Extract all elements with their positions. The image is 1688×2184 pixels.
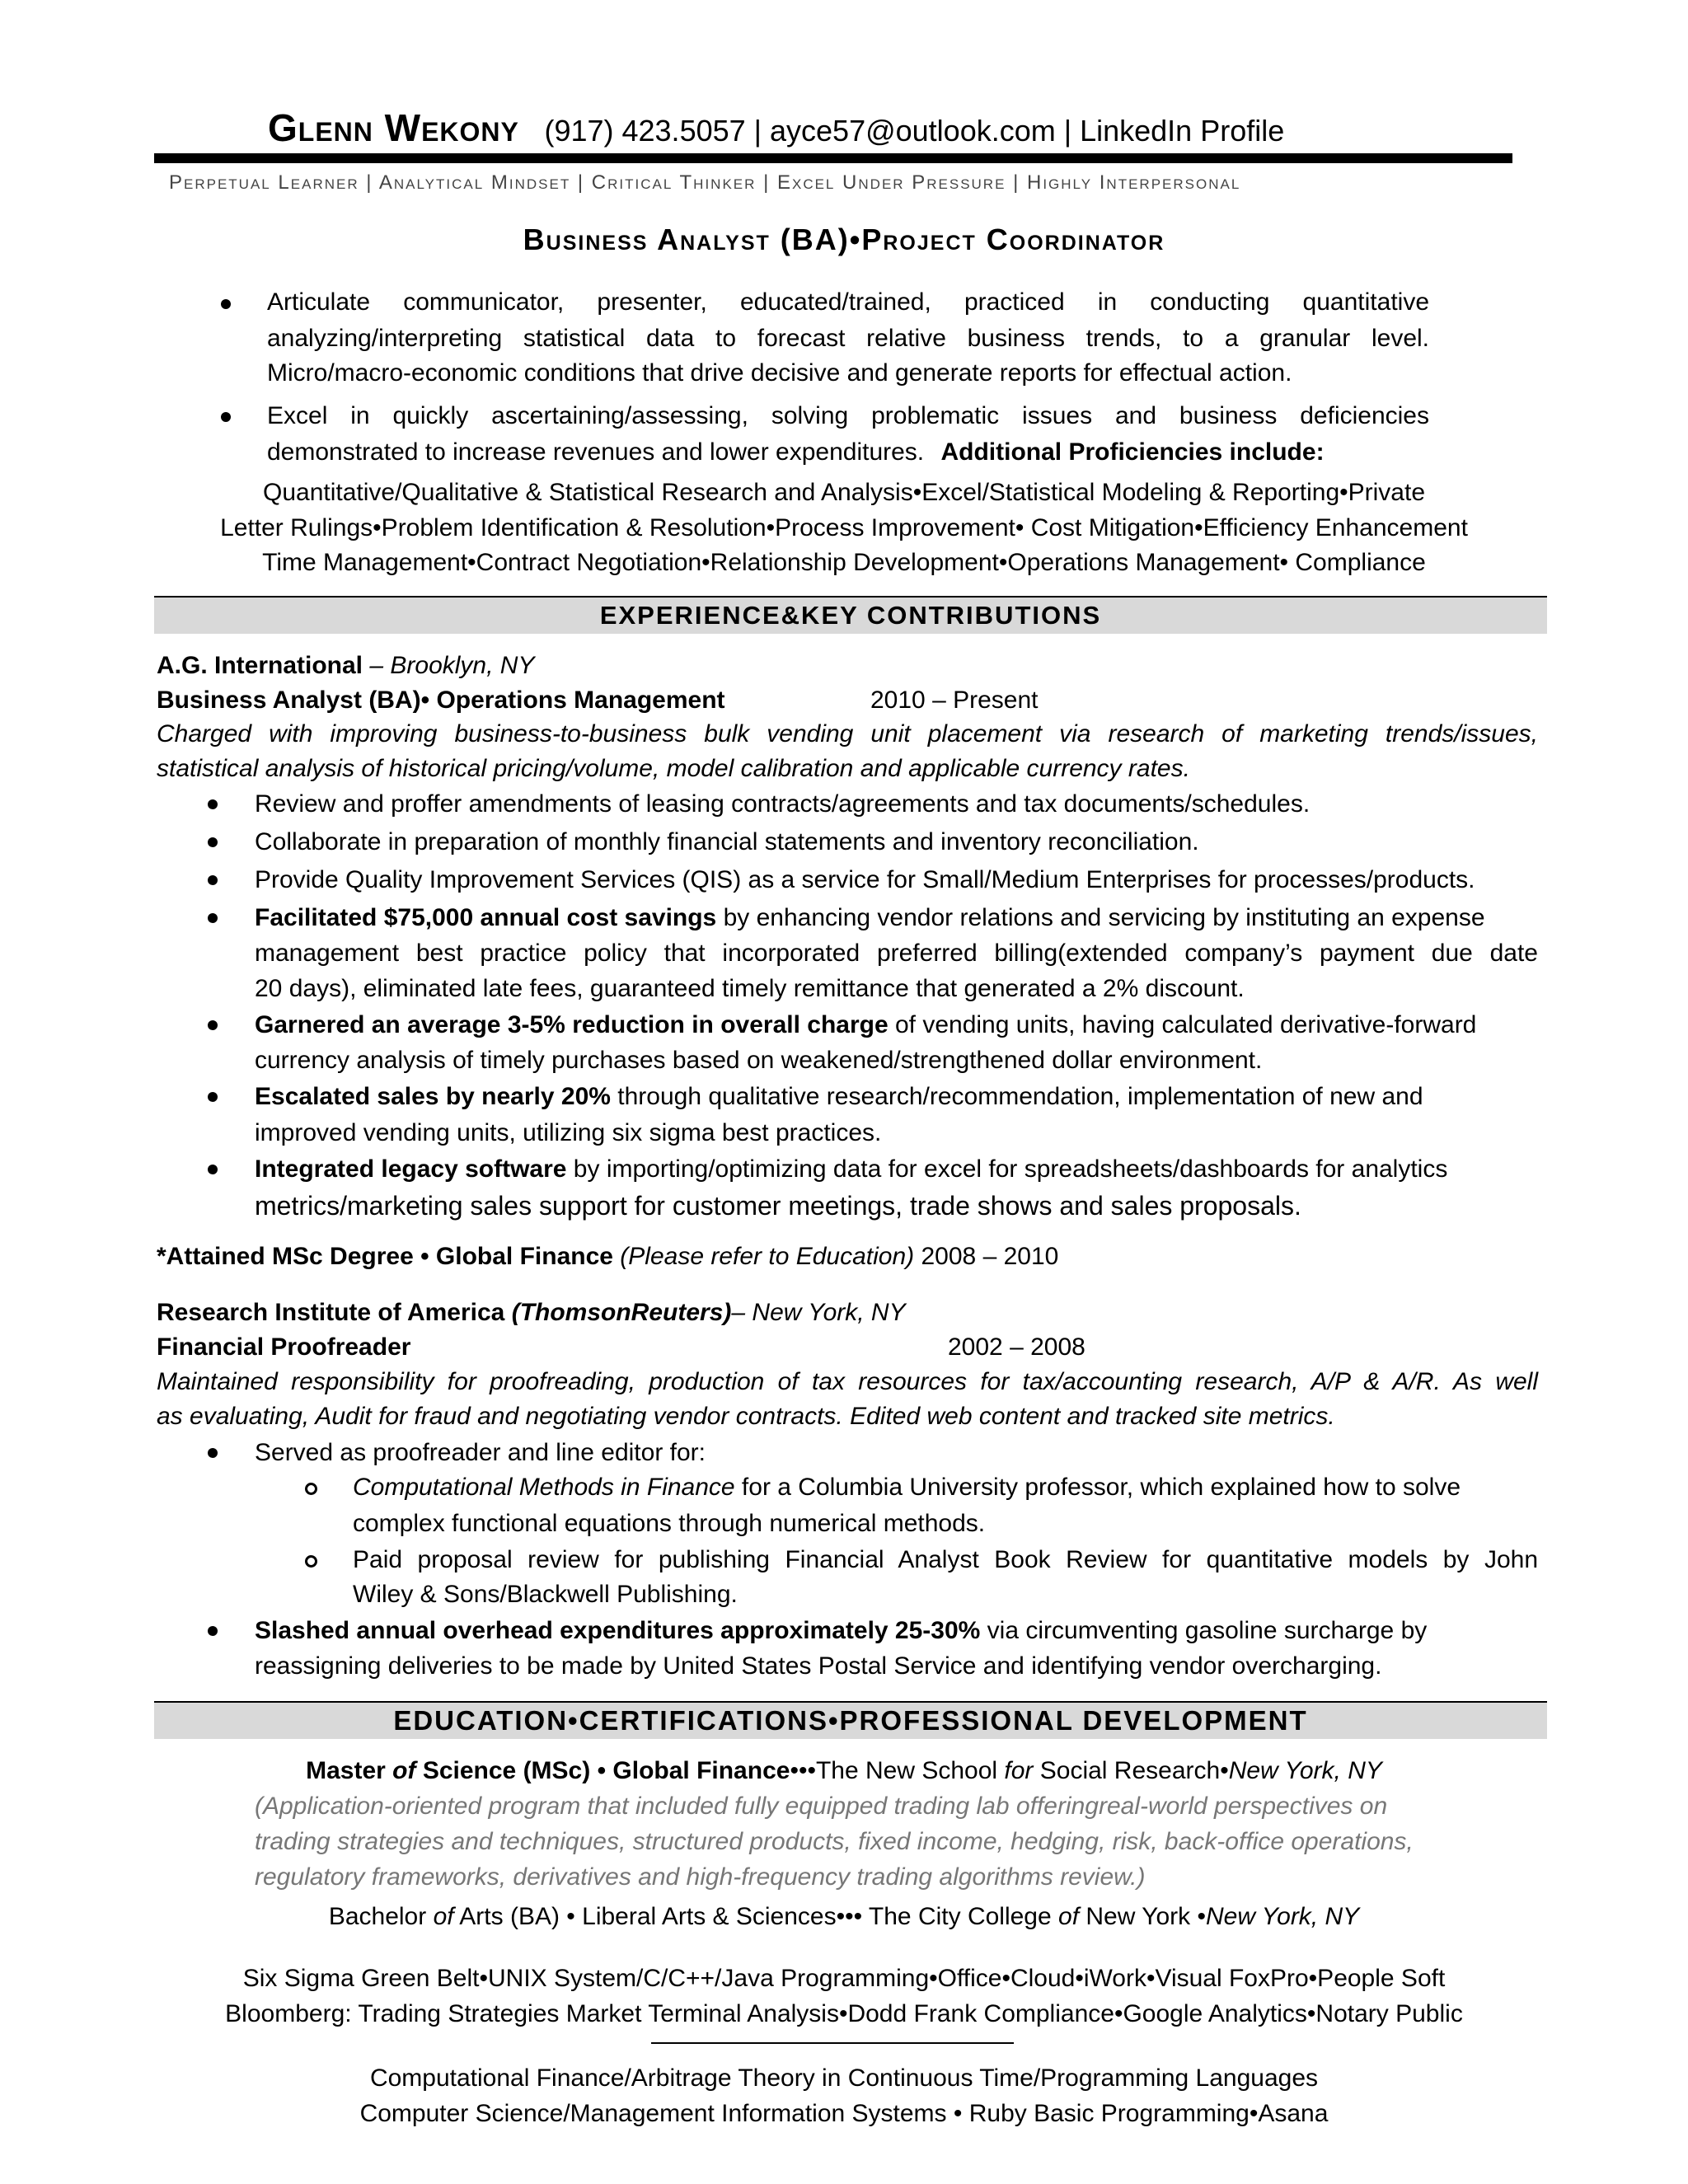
bullet-dot — [221, 299, 231, 309]
achievement-text: through qualitative research/recommendation, implementation of new and — [610, 1083, 1423, 1110]
proficiencies-line: Quantitative/Qualitative & Statistical Research and Analysis•Excel/Statistical Modeling & Reporting•Private — [262, 479, 1425, 506]
job-bullet — [255, 1080, 1423, 1114]
achievement-highlight: Escalated sales by nearly 20% — [255, 1083, 611, 1110]
summary-text: demonstrated to increase revenues and lower expenditures. — [267, 438, 925, 466]
contact-info: (917) 423.5057 | ayce57@outlook.com | LinkedIn Profile — [544, 114, 1285, 148]
job-bullet: Provide Quality Improvement Services (QIS) as a service for Small/Medium Enterprises for processes/products. — [255, 866, 1475, 893]
degree-note-title: *Attained MSc Degree • Global Finance — [157, 1243, 613, 1270]
company-parent: (ThomsonReuters) — [511, 1299, 732, 1326]
degree-msc — [0, 1754, 1688, 1788]
job-bullet-cont: management best practice policy that incorporated preferred billing(extended company’s payment due date — [255, 940, 1538, 967]
job-bullet-cont: improved vending units, utilizing six sigma best practices. — [255, 1119, 882, 1146]
job-bullet-cont: reassigning deliveries to be made by United States Postal Service and identifying vendor overcharging. — [255, 1652, 1382, 1680]
achievement-highlight: Slashed annual overhead expenditures approximately 25-30% — [255, 1617, 981, 1644]
degree-text: Arts (BA) • Liberal Arts & Sciences••• The City College — [453, 1903, 1059, 1930]
degree-text: Science (MSc) • Global Finance — [415, 1757, 790, 1784]
bullet-dot — [208, 1448, 218, 1458]
bullet-dot — [208, 1092, 218, 1102]
bullet-dot — [208, 837, 218, 847]
company-location: – Brooklyn, NY — [363, 652, 535, 679]
degree-text: of — [392, 1757, 416, 1784]
bullet-dot — [208, 799, 218, 809]
tagline: Perpetual Learner | Analytical Mindset | Critical Thinker | Excel Under Pressure | Highly Interpersonal — [169, 171, 1241, 194]
job-bullet: Review and proffer amendments of leasing contracts/agreements and tax documents/schedules. — [255, 790, 1311, 818]
job-bullet — [255, 901, 1485, 935]
school-text: Social Research• — [1033, 1757, 1229, 1784]
candidate-name: Glenn Wekony — [268, 106, 519, 149]
publication-title: Computational Methods in Finance — [353, 1474, 735, 1501]
job-company-line — [157, 1296, 906, 1330]
proficiencies-label: Additional Proficiencies include: — [940, 438, 1325, 466]
experience-heading: EXPERIENCE&KEY CONTRIBUTIONS — [599, 601, 1102, 630]
achievement-highlight: Integrated legacy software — [255, 1155, 567, 1183]
job-sub-bullet — [353, 1470, 1461, 1505]
bullet-dot — [208, 1165, 218, 1174]
proficiencies-line: Letter Rulings•Problem Identification & Resolution•Process Improvement• Cost Mitigation•Efficiency Enhancement — [220, 514, 1468, 541]
job-bullet-cont: currency analysis of timely purchases based on weakened/strengthened dollar environment. — [255, 1047, 1263, 1074]
header-rule — [154, 153, 1512, 163]
school-text: •••The New School — [790, 1757, 1005, 1784]
company-location: – New York, NY — [731, 1299, 906, 1326]
job-sub-bullet: Paid proposal review for publishing Financial Analyst Book Review for quantitative models by John — [353, 1546, 1538, 1573]
coursework-line: Computational Finance/Arbitrage Theory in Continuous Time/Programming Languages — [369, 2064, 1319, 2092]
bullet-dot — [208, 913, 218, 923]
job-bullet — [255, 1152, 1447, 1187]
school-location: New York, NY — [1228, 1757, 1382, 1784]
job-role: Financial Proofreader — [157, 1333, 411, 1361]
achievement-text: via circumventing gasoline surcharge by — [980, 1617, 1428, 1644]
job-bullet — [255, 1614, 1427, 1648]
degree-text: New York • — [1079, 1903, 1206, 1930]
circle-bullet — [305, 1555, 317, 1568]
achievement-highlight: Garnered an average 3-5% reduction in overall charge — [255, 1011, 889, 1038]
job-dates: 2002 – 2008 — [948, 1333, 1085, 1361]
degree-text: Master — [306, 1757, 393, 1784]
school-text: for — [1004, 1757, 1034, 1784]
summary-line — [267, 435, 1325, 470]
bullet-dot — [208, 1020, 218, 1030]
degree-note-ref: (Please refer to Education) — [612, 1243, 915, 1270]
summary-line: Excel in quickly ascertaining/assessing, solving problematic issues and business deficiencies — [267, 402, 1429, 429]
job-description: statistical analysis of historical pricing/volume, model calibration and applicable currency rates. — [157, 755, 1190, 782]
achievement-text: of vending units, having calculated derivative-forward — [888, 1011, 1477, 1038]
job-sub-bullet-cont: complex functional equations through numerical methods. — [353, 1510, 986, 1537]
program-description: regulatory frameworks, derivatives and high-frequency trading algorithms review.) — [255, 1863, 1146, 1891]
program-description: (Application-oriented program that included fully equipped trading lab offeringreal-world perspectives on — [255, 1793, 1388, 1820]
company-name: A.G. International — [157, 652, 363, 679]
bullet-dot — [208, 1626, 218, 1636]
school-location: New York, NY — [1205, 1903, 1360, 1930]
job-description: Charged with improving business-to-business bulk vending unit placement via research of marketing trends/issues, — [157, 720, 1538, 748]
job-role: Business Analyst (BA)• Operations Management — [157, 687, 725, 714]
achievement-highlight: Facilitated $75,000 annual cost savings — [255, 904, 717, 931]
certifications-line: Bloomberg: Trading Strategies Market Terminal Analysis•Dodd Frank Compliance•Google Analytics•Notary Public — [225, 2000, 1463, 2027]
degree-text: of — [433, 1903, 454, 1930]
header-line — [268, 105, 1422, 150]
divider — [651, 2042, 1014, 2044]
job-bullet: Served as proofreader and line editor for: — [255, 1439, 706, 1466]
summary-line: analyzing/interpreting statistical data to forecast relative business trends, to a granular level. — [267, 325, 1429, 352]
coursework-line: Computer Science/Management Information Systems • Ruby Basic Programming•Asana — [359, 2100, 1329, 2127]
degree-text: Bachelor — [328, 1903, 434, 1930]
degree-note-dates: 2008 – 2010 — [914, 1243, 1059, 1270]
degree-note — [157, 1240, 1058, 1274]
job-title-heading: Business Analyst (BA)•Project Coordinator — [523, 223, 1165, 256]
job-company-line — [157, 649, 534, 683]
achievement-text: by importing/optimizing data for excel for spreadsheets/dashboards for analytics — [566, 1155, 1448, 1183]
job-bullet — [255, 1008, 1476, 1043]
job-description: Maintained responsibility for proofreading, production of tax resources for tax/accounting research, A/P & A/R. As well — [157, 1368, 1538, 1395]
achievement-text: by enhancing vendor relations and servicing by instituting an expense — [716, 904, 1485, 931]
summary-line: Articulate communicator, presenter, educated/trained, practiced in conducting quantitative — [267, 288, 1429, 316]
job-dates: 2010 – Present — [870, 687, 1039, 714]
bullet-dot — [208, 875, 218, 885]
program-description: trading strategies and techniques, structured products, fixed income, hedging, risk, back-office operations, — [255, 1828, 1414, 1855]
summary-line: Micro/macro-economic conditions that drive decisive and generate reports for effectual action. — [267, 359, 1292, 387]
degree-ba — [0, 1900, 1688, 1934]
job-bullet-cont: metrics/marketing sales support for customer meetings, trade shows and sales proposals. — [255, 1191, 1301, 1221]
education-heading: EDUCATION•CERTIFICATIONS•PROFESSIONAL DEVELOPMENT — [393, 1705, 1308, 1736]
job-bullet: Collaborate in preparation of monthly financial statements and inventory reconciliation. — [255, 828, 1199, 855]
circle-bullet — [305, 1483, 317, 1495]
company-name: Research Institute of America — [157, 1299, 512, 1326]
bullet-dot — [221, 412, 231, 422]
job-description: as evaluating, Audit for fraud and negotiating vendor contracts. Edited web content and tracked site metrics. — [157, 1403, 1335, 1430]
job-bullet-cont: 20 days), eliminated late fees, guaranteed timely remittance that generated a 2% discount. — [255, 975, 1245, 1002]
sub-bullet-text: for a Columbia University professor, which explained how to solve — [734, 1474, 1461, 1501]
certifications-line: Six Sigma Green Belt•UNIX System/C/C++/Java Programming•Office•Cloud•iWork•Visual FoxPro•People Soft — [242, 1965, 1446, 1992]
proficiencies-line: Time Management•Contract Negotiation•Relationship Development•Operations Management• Compliance — [262, 549, 1426, 576]
degree-text: of — [1058, 1903, 1080, 1930]
job-sub-bullet-cont: Wiley & Sons/Blackwell Publishing. — [353, 1581, 738, 1608]
